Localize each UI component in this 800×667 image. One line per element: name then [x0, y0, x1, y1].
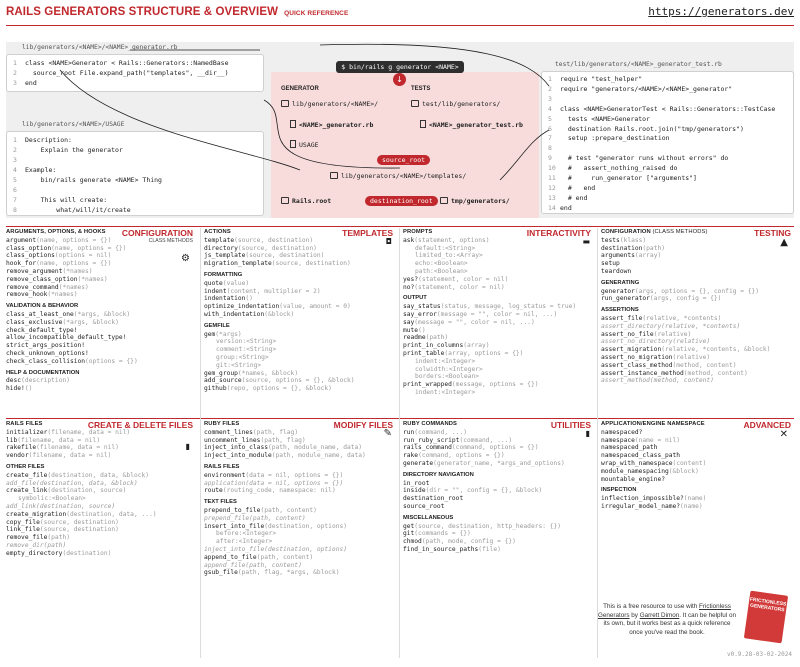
- code-line: 2 Explain the generator: [13, 146, 123, 154]
- configuration-heading: CONFIGURATION CLASS METHODS: [121, 229, 193, 244]
- warning-icon: ▲: [780, 237, 788, 248]
- code-line: 1 Description:: [13, 136, 72, 144]
- tests-column-heading: TESTS: [411, 86, 431, 92]
- usage-path-label: lib/generators/<NAME>/USAGE: [22, 121, 125, 128]
- code-line: 4 class <NAME>GeneratorTest < Rails::Generators::TestCase: [548, 104, 776, 113]
- code-line: 6: [13, 186, 17, 194]
- code-line: 8 what/will/it/create: [13, 206, 131, 214]
- code-line: 1 class <NAME>Generator < Rails::Generators::NamedBase: [13, 59, 229, 67]
- generator-path-label: lib/generators/<NAME>/<NAME>_generator.rb: [22, 44, 178, 51]
- resource-note: This is a free resource to use with Frictionless Generators by Garrett Dimon. It can be helpful on its own, but it works best as a quick reference once you've read the book.: [598, 603, 736, 636]
- utilities-heading: UTILITIES: [550, 421, 591, 430]
- page-title: RAILS GENERATORS STRUCTURE & OVERVIEW QUICK REFERENCE: [6, 6, 349, 18]
- terminal-icon: ▮: [585, 429, 590, 438]
- modify-heading: MODIFY FILES: [333, 421, 393, 430]
- test-file: <NAME>_generator_test.rb: [420, 120, 523, 130]
- site-link[interactable]: https://generators.dev: [648, 5, 794, 18]
- code-line: 3: [548, 94, 552, 103]
- utilities-section: UTILITIES ▮ RUBY COMMANDS run(command, ...) run_ruby_script(command, ...) rails_command(command, options = {}) rake(command, options = {}) generate(generator_name, *args_and_options) DIRECTORY NAVIGATION in_root inside(dir = "", config = {}, &block) destination_root source_root MISCELLANEOUS get(source, destination, http_headers: {}) git(commands = {}) chmod(path, mode, config = {}) find_in_source_paths(file): [403, 421, 591, 553]
- tmp-dir: tmp/generators/: [440, 197, 510, 206]
- test-dir: test/lib/generators/: [411, 100, 500, 109]
- templates-section: TEMPLATES ◘ ACTIONS template(source, destination) directory(source, destination) js_template(source, destination) migration_template(source, destination) FORMATTING quote(value) indent(content, multiplier = 2) indentation() optimize_indentation(value, amount = 0) with_indentation(&block) GEMFILE gem(*args) version:<String> comment:<String> group:<String> git:<String> gem_group(*names, &block) add_source(source, options = {}, &block) github(repo, options = {}, &block): [204, 229, 393, 393]
- configuration-section: CONFIGURATION CLASS METHODS ⚙ ARGUMENTS, OPTIONS, & HOOKS argument(name, options = {}) class_option(name, options = {}) class_options(options = nil) hook_for(name, options = {}) remove_argument(*names) remove_class_option(*names) remove_command(*names) remove_hook(*names) VALIDATION & BEHAVIOR class_at_least_one(*args, &block) class_exclusive(*args, &block) check_default_type! allow_incompatible_default_type! strict_args_position! check_unknown_options! check_class_collision(options = {}) HELP & DOCUMENTATION desc(description) hide!(): [6, 229, 193, 393]
- gear-icon: ⚙: [181, 253, 190, 264]
- connector-usage: [264, 100, 400, 168]
- code-line: 4 Example:: [13, 166, 57, 174]
- connector-destination: [500, 130, 549, 180]
- code-line: 1 require "test_helper": [548, 75, 643, 83]
- code-line: 11 # run_generator ["arguments"]: [548, 174, 697, 183]
- code-line: 5 bin/rails generate <NAME> Thing: [13, 176, 162, 184]
- code-line: 3: [13, 156, 17, 164]
- book-cover-image: FRICTIONLESS GENERATORS: [744, 591, 788, 644]
- code-line: 13 # end: [548, 193, 588, 202]
- new-file-icon: ▮: [185, 442, 190, 451]
- source-root-pill: source_root: [377, 155, 430, 165]
- testing-heading: TESTING: [754, 229, 791, 238]
- generator-dir: lib/generators/<NAME>/: [281, 100, 378, 109]
- code-line: 7 setup :prepare_destination: [548, 134, 670, 143]
- interactivity-heading: INTERACTIVITY: [526, 229, 591, 238]
- book-link[interactable]: Frictionless Generators: [598, 603, 731, 619]
- templates-heading: TEMPLATES: [342, 229, 393, 238]
- testing-section: TESTING ▲ CONFIGURATION (CLASS METHODS) tests(klass) destination(path) arguments(array) setup teardown GENERATING generator(args, options = {}, config = {}) run_generator(args, config = {}) ASSERTIONS assert_file(relative, *contents) assert_directory(relative, *contents) assert_no_file(relative) assert_no_directory(relative) assert_migration(relative, *contents, &block) assert_no_migration(relative) assert_class_method(method, content) assert_instance_method(method, content) assert_method(method, content): [601, 229, 791, 385]
- code-line: 2 require "generators/<NAME>/<NAME>_generator": [548, 84, 733, 93]
- code-line: 5 tests <NAME>Generator: [548, 114, 651, 123]
- code-line: 6 destination Rails.root.join("tmp/generators"): [548, 124, 744, 133]
- interactivity-section: INTERACTIVITY ▬ PROMPTS ask(statement, options) default:<String> limited_to:<Array> echo:<Boolean> path:<Boolean> yes?(statement, color = nil) no?(statement, color = nil) OUTPUT say_status(status, message, log_status = true) say_error(message = "", color = nil, ...) say(message = "", color = nil, ...) mute() readme(path) print_in_columns(array) print_table(array, options = {}) indent:<Integer> colwidth:<Integer> borders:<Boolean> print_wrapped(message, options = {}) indent:<Integer>: [403, 229, 591, 396]
- code-line: 7 This will create:: [13, 196, 108, 204]
- rails-root: Rails.root: [281, 197, 331, 206]
- code-line: 10 # assert_nothing_raised do: [548, 164, 678, 173]
- col-divider-3: [597, 228, 598, 658]
- version-label: v0.9.28-03-02-2024: [726, 651, 792, 658]
- connector-source-root: [60, 70, 300, 170]
- divider-middle: [6, 418, 794, 419]
- advanced-section: ADVANCED ✕ APPLICATION/ENGINE NAMESPACE namespaced? namespace(name = nil) namespaced_path namespaced_class_path wrap_with_namespace(content) module_namespacing(&block) mountable_engine? INSPECTION inflection_impossible?(name) irregular_model_name?(name): [601, 421, 791, 510]
- connector-lines: [0, 0, 800, 230]
- keyboard-icon: ▬: [582, 237, 590, 246]
- destination-root-pill: destination_root: [365, 196, 438, 206]
- template-icon: ◘: [385, 237, 392, 246]
- down-arrow-icon: ↓: [393, 73, 406, 86]
- create-delete-heading: CREATE & DELETE FILES: [87, 421, 193, 430]
- code-line: 14 end: [548, 203, 572, 212]
- page-subtitle: QUICK REFERENCE: [284, 10, 349, 17]
- connector-test-require: [320, 44, 549, 86]
- code-line: 12 # end: [548, 183, 596, 192]
- create-delete-section: CREATE & DELETE FILES ▮ RAILS FILES initializer(filename, data = nil) lib(filename, data = nil) rakefile(filename, data = nil) vendor(filename, data = nil) OTHER FILES create_file(destination, data, &block) add_file(destination, data, &block) create_link(destination, source) symbolic:<Boolean> add_link(destination, source) create_migration(destination, data, ...) copy_file(source, destination) link_file(source, destination) remove_file(path) remove_dir(path) empty_directory(destination): [6, 421, 193, 557]
- generate-command: $ bin/rails g generator <NAME>: [336, 61, 464, 73]
- divider-top: [6, 226, 794, 227]
- usage-file: USAGE: [290, 140, 319, 150]
- col-divider-1: [200, 228, 201, 658]
- advanced-heading: ADVANCED: [743, 421, 791, 430]
- author-link[interactable]: Garrett Dimon: [639, 611, 680, 619]
- code-line: 8: [548, 144, 552, 153]
- test-path-label: test/lib/generators/<NAME>_generator_test.rb: [555, 61, 722, 68]
- templates-dir: lib/generators/<NAME>/templates/: [330, 172, 466, 181]
- col-divider-2: [399, 228, 400, 658]
- code-line: 2 source_root File.expand_path("templates", __dir__): [13, 69, 229, 77]
- generator-column-heading: GENERATOR: [281, 86, 319, 92]
- code-line: 3 end: [13, 79, 37, 87]
- modify-section: MODIFY FILES ✎ RUBY FILES comment_lines(path, flag) uncomment_lines(path, flag) inject_into_class(path, module_name, data) inject_into_module(path, module_name, data) RAILS FILES environment(data = nil, options = {}) application(data = nil, options = {}) route(routing_code, namespace: nil) TEXT FILES prepend_to_file(path, content) prepend_file(path, content) insert_into_file(destination, options) before:<Integer> after:<Integer> inject_into_file(destination, options) append_to_file(path, content) append_file(path, content) gsub_file(path, flag, *args, &block): [204, 421, 393, 577]
- tools-icon: ✕: [779, 429, 788, 440]
- edit-icon: ✎: [383, 428, 392, 439]
- code-line: 9 # test "generator runs without errors" do: [548, 154, 729, 163]
- generator-file: <NAME>_generator.rb: [290, 120, 373, 130]
